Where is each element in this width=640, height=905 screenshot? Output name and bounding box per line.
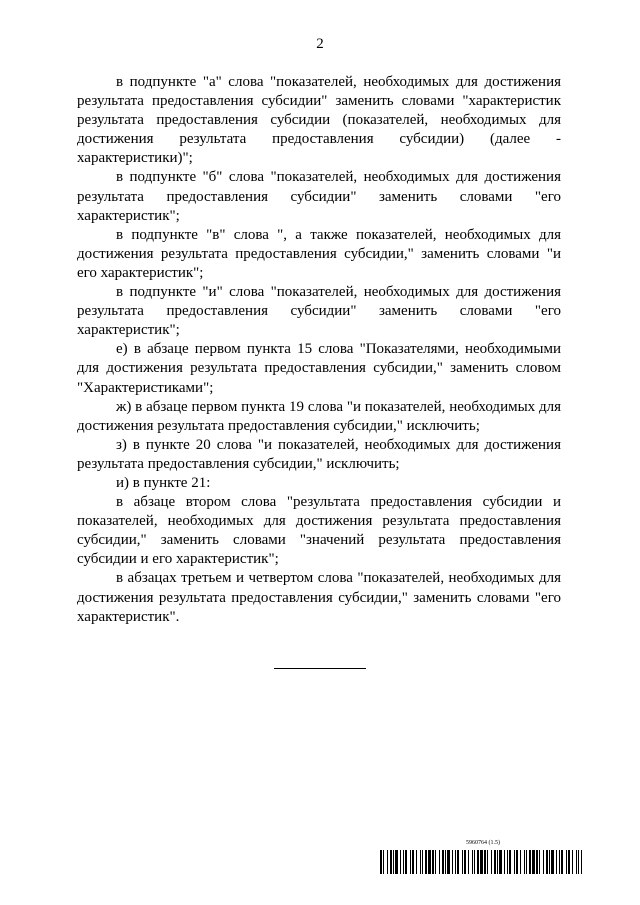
paragraph: в подпункте "и" слова "показателей, необходимых для достижения результата предоставления субсидии" заменить словами "его характеристик"; xyxy=(77,284,561,339)
end-divider xyxy=(274,668,366,669)
paragraph: в подпункте "в" слова ", а также показателей, необходимых для достижения результата предоставления субсидии," заменить словами "и его характеристик"; xyxy=(77,226,561,281)
paragraph: е) в абзаце первом пункта 15 слова "Показателями, необходимыми для достижения результата предоставления субсидии," заменить словом "Характеристиками"; xyxy=(77,341,561,396)
page-number: 2 xyxy=(316,36,324,52)
document-body xyxy=(77,73,561,627)
paragraph: и) в пункте 21: xyxy=(116,474,211,491)
barcode-icon xyxy=(380,850,582,874)
document-code: 5960764 (1.5) xyxy=(466,840,500,846)
paragraph: в абзацах третьем и четвертом слова "показателей, необходимых для достижения результата предоставления субсидии," заменить словами "его характеристик". xyxy=(77,570,561,625)
paragraph: в подпункте "б" слова "показателей, необходимых для достижения результата предоставления субсидии" заменить словами "его характеристик"; xyxy=(77,169,561,224)
paragraph: ж) в абзаце первом пункта 19 слова "и показателей, необходимых для достижения результата предоставления субсидии," исключить; xyxy=(77,398,561,434)
paragraph: з) в пункте 20 слова "и показателей, необходимых для достижения результата предоставления субсидии," исключить; xyxy=(77,436,561,472)
paragraph: в абзаце втором слова "результата предоставления субсидии и показателей, необходимых для достижения результата предоставления субсидии," заменить словами "значений результата предоставления субсидии и его характеристик"; xyxy=(77,494,561,568)
paragraph: в подпункте "а" слова "показателей, необходимых для достижения результата предоставления субсидии" заменить словами "характеристик результата предоставления субсидии (показателей, необходимых для достижения результата предоставления субсидии) (далее - характеристики)"; xyxy=(77,74,561,167)
